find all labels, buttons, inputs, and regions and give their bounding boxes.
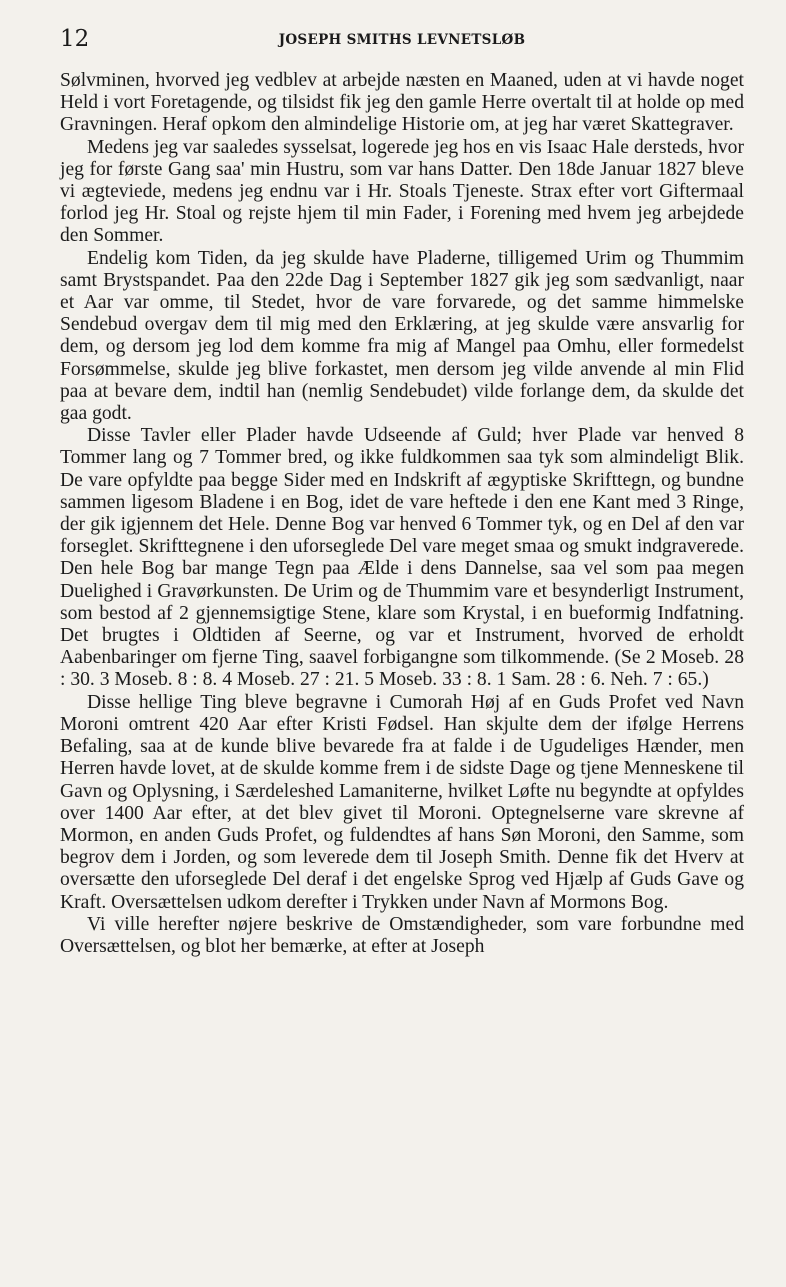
running-title: JOSEPH SMITHS LEVNETSLØB <box>278 32 526 48</box>
body-text <box>60 70 744 958</box>
paragraph-2: Medens jeg var saaledes sysselsat, logerede jeg hos en vis Isaac Hale dersteds, hvor jeg for første Gang saa' min Hustru, som var hans Datter. Den 18de Januar 1827 bleve vi ægteviede, medens jeg endnu var i Hr. Stoals Tjeneste. Strax efter vort Giftermaal forlod jeg Hr. Stoal og rejste hjem til min Fader, i Forening med hvem jeg arbejdede den Sommer. <box>60 136 744 247</box>
paragraph-3: Endelig kom Tiden, da jeg skulde have Pladerne, tilligemed Urim og Thummim samt Brystspandet. Paa den 22de Dag i September 1827 gik jeg som sædvanligt, naar et Aar var omme, til Stedet, hvor de vare forvarede, og det samme himmelske Sendebud overgav dem til mig med den Erklæring, at jeg skulde være ansvarlig for dem, og dersom jeg lod dem komme fra mig af Mangel paa Omhu, eller formedelst Forsømmelse, skulde jeg blive forkastet, men dersom jeg vilde anvende al min Flid paa at bevare dem, indtil han (nemlig Sendebudet) vilde forlange dem, da skulde det gaa godt. <box>60 247 744 425</box>
paragraph-5: Disse hellige Ting bleve begravne i Cumorah Høj af en Guds Profet ved Navn Moroni omtrent 420 Aar efter Kristi Fødsel. Han skjulte dem der ifølge Herrens Befaling, saa at de kunde blive bevarede fra at falde i de Ugudeliges Hænder, men Herren havde lovet, at de skulde komme frem i de sidste Dage og tjene Menneskene til Gavn og Oplysning, i Særdeleshed Lamaniterne, hvilket Løfte nu begyndte at opfyldes over 1400 Aar efter, at det blev givet til Moroni. Optegnelserne vare skrevne af Mormon, en anden Guds Profet, og fuldendtes af hans Søn Moroni, den Samme, som begrov dem i Jorden, og som leverede dem til Joseph Smith. Denne fik det Hverv at oversætte den uforseglede Del deraf i det engelske Sprog ved Hjælp af Guds Gave og Kraft. Oversættelsen udkom derefter i Trykken under Navn af Mormons Bog. <box>60 691 744 913</box>
paragraph-6: Vi ville herefter nøjere beskrive de Omstændigheder, som vare forbundne med Oversættelsen, og blot her bemærke, at efter at Joseph <box>60 913 744 957</box>
paragraph-1: Sølvminen, hvorved jeg vedblev at arbejde næsten en Maaned, uden at vi havde noget Held i vort Foretagende, og tilsidst fik jeg den gamle Herre overtalt til at holde op med Gravningen. Heraf opkom den almindelige Historie om, at jeg har været Skattegraver. <box>60 70 744 136</box>
page-number: 12 <box>60 26 90 52</box>
page-header <box>60 26 744 56</box>
paragraph-4: Disse Tavler eller Plader havde Udseende af Guld; hver Plade var henved 8 Tommer lang og 7 Tommer bred, og ikke fuldkommen saa tyk som almindeligt Blik. De vare opfyldte paa begge Sider med en Indskrift af ægyptiske Skrifttegn, og bundne sammen ligesom Bladene i en Bog, idet de vare heftede i den ene Kant med 3 Ringe, der gik igjennem det Hele. Denne Bog var henved 6 Tommer tyk, og en Del af den var forseglet. Skrifttegnene i den uforseglede Del vare meget smaa og smukt indgraverede. Den hele Bog bar mange Tegn paa Ælde i dens Dannelse, saa vel som paa megen Duelighed i Gravørkunsten. De Urim og de Thummim vare et besynderligt Instrument, som bestod af 2 gjennemsigtige Stene, klare som Krystal, i en bueformig Indfatning. Det brugtes i Oldtiden af Seerne, og var et Instrument, hvorved de erholdt Aabenbaringer om fjerne Ting, saavel forbigangne som tilkommende. (Se 2 Moseb. 28 : 30. 3 Moseb. 8 : 8. 4 Moseb. 27 : 21. 5 Moseb. 33 : 8. 1 Sam. 28 : 6. Neh. 7 : 65.) <box>60 425 744 691</box>
